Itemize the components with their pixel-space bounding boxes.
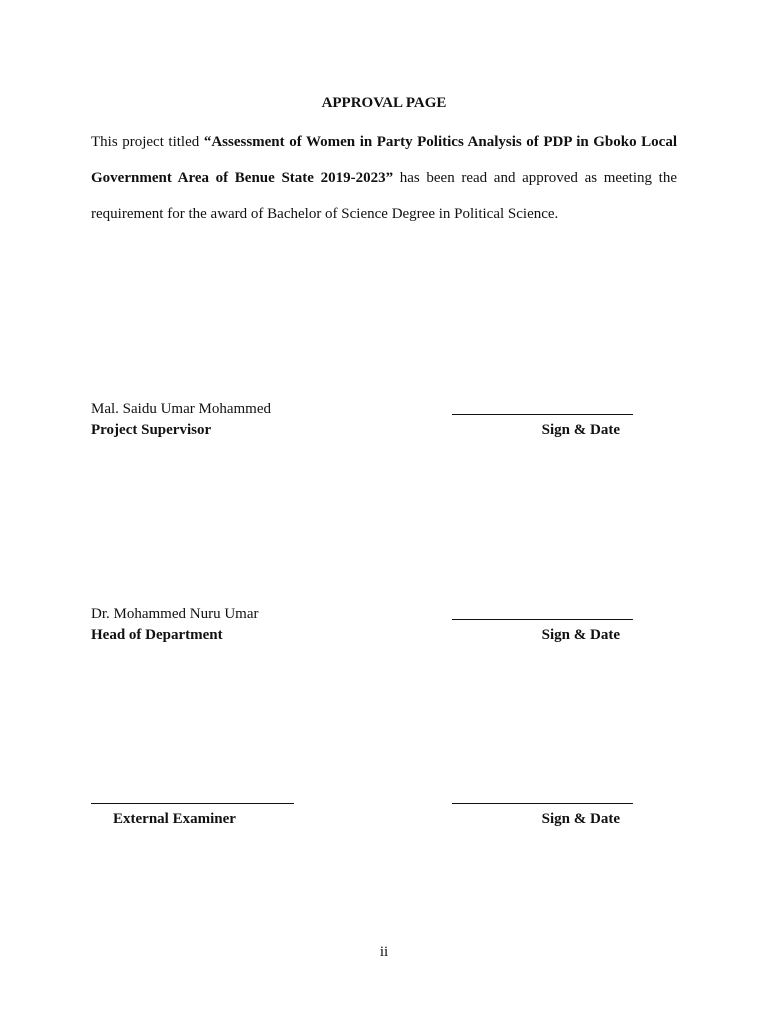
external-examiner-signature-line [452, 803, 633, 804]
page-number: ii [379, 944, 389, 960]
external-examiner-name-line [91, 803, 294, 804]
supervisor-signature-line [452, 414, 633, 415]
hod-name: Dr. Mohammed Nuru Umar [91, 606, 259, 622]
approval-statement [91, 124, 677, 232]
external-examiner-role: External Examiner [113, 811, 236, 827]
statement-rest: has been read and approved as meeting the requirement for the award of Bachelor of Science Degree in Political Science. [91, 170, 677, 222]
hod-role: Head of Department [91, 627, 223, 643]
signature-block-external-examiner [91, 789, 677, 835]
statement-lead: This project titled [91, 134, 204, 150]
page-title: APPROVAL PAGE [321, 95, 447, 111]
signature-block-supervisor [91, 400, 677, 446]
external-examiner-sign-date-label: Sign & Date [541, 811, 620, 827]
hod-sign-date-label: Sign & Date [541, 627, 620, 643]
supervisor-role: Project Supervisor [91, 422, 212, 438]
signature-block-hod [91, 605, 677, 651]
supervisor-name: Mal. Saidu Umar Mohammed [91, 401, 271, 417]
project-title: “Assessment of Women in Party Politics Analysis of PDP in Gboko Local Government Area of Benue State 2019-2023” [91, 134, 678, 186]
supervisor-sign-date-label: Sign & Date [541, 422, 620, 438]
hod-signature-line [452, 619, 633, 620]
